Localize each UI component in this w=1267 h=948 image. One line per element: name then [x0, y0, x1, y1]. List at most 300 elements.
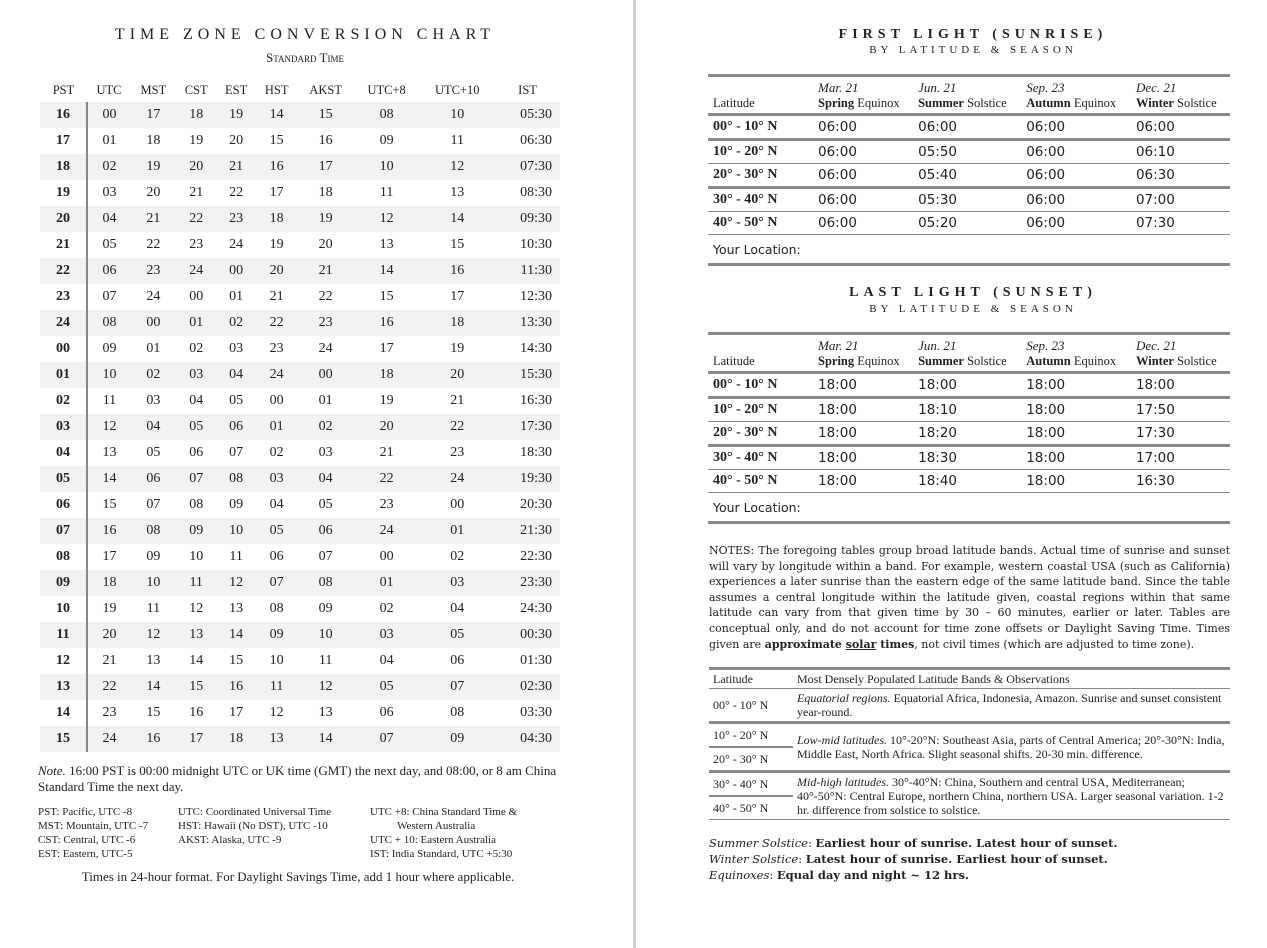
table-cell: 02 [131, 362, 176, 388]
table-cell: 00 [298, 362, 354, 388]
table-row [40, 284, 560, 310]
table-cell: 03 [102, 185, 117, 200]
table-cell: 18 [87, 570, 131, 596]
sunrise-subtitle: BY LATITUDE & SEASON [869, 44, 1077, 56]
table-cell: 06:00 [818, 167, 857, 183]
season-name: Autumn [1026, 354, 1071, 368]
time-zone-table [40, 78, 560, 752]
season-type: Equinox [854, 96, 900, 110]
table-cell: 15 [379, 289, 394, 304]
table-cell: 18:00 [818, 450, 857, 466]
season-type: Solstice [1173, 354, 1217, 368]
table-cell: 19 [216, 102, 255, 128]
table-cell: 14 [40, 700, 87, 726]
table-cell: 08 [40, 544, 87, 570]
table-cell: 06 [216, 414, 255, 440]
table-cell: 17 [176, 726, 217, 752]
season-header [1021, 76, 1131, 115]
season-header [813, 334, 913, 373]
table-cell: 10:30 [520, 237, 552, 252]
season-header [913, 334, 1021, 373]
table-cell: 09 [229, 497, 244, 512]
table-cell: 21 [298, 258, 354, 284]
column-header: HST [264, 82, 289, 97]
table-cell: 00 [40, 336, 87, 362]
table-cell: 01 [419, 518, 495, 544]
definition-item [709, 835, 1230, 851]
table-cell: 06:00 [1026, 215, 1066, 231]
table-cell: 06:00 [818, 119, 857, 135]
tz-body [40, 102, 560, 752]
header-row [708, 334, 1230, 373]
table-cell: 09 [176, 518, 217, 544]
season-header [813, 76, 913, 115]
table-cell: 01 [318, 393, 333, 408]
table-cell: 16 [419, 258, 495, 284]
season-date: Mar. 21 [818, 80, 859, 95]
table-cell: 13 [450, 185, 465, 200]
table-cell: 03 [256, 466, 298, 492]
legend-item: MST: Mountain, UTC -7 [38, 820, 149, 832]
column-header: CST [184, 82, 208, 97]
table-cell: 09 [379, 133, 394, 148]
table-cell: 07:30 [1135, 215, 1175, 231]
table-cell: 16 [318, 133, 333, 148]
table-cell: 14 [419, 206, 495, 232]
table-cell: 19 [450, 341, 465, 356]
table-cell: 06 [87, 258, 131, 284]
table-cell: 08 [131, 518, 176, 544]
observation-row [709, 689, 1230, 723]
table-row [40, 336, 560, 362]
table-cell: 09 [102, 341, 117, 356]
table-cell: 00 [189, 289, 204, 304]
table-cell: 05:20 [918, 215, 958, 231]
table-row [40, 674, 560, 700]
column-header: PST [52, 82, 75, 97]
table-cell: 06 [379, 705, 394, 720]
table-cell: 05 [40, 466, 87, 492]
table-cell: 00° - 10° N [713, 377, 778, 392]
table-cell: 04 [269, 497, 284, 512]
observation-cell [793, 689, 1230, 723]
observation-row [709, 723, 1230, 748]
table-cell: 12 [298, 674, 354, 700]
definition-item [709, 851, 1230, 867]
table-row [40, 414, 560, 440]
table-cell: 19 [269, 237, 284, 252]
legend-col-1 [38, 805, 148, 861]
table-cell: 13:30 [495, 310, 560, 336]
table-cell: 10 [40, 596, 87, 622]
notes-paragraph: NOTES: The foregoing tables group broad latitude bands. Actual time of sunrise and sunset will vary by longitude within a band. For example, western coastal USA (such as California) experiences a later sunrise than the eastern edge of the same latitude band. Since the table assumes a central longitude within the latitude given, coastal regions within that same latitude can vary from that given time by 30 – 60 minutes, earlier or later. Tables are conceptual only, and do not account for time zone offsets or Daylight Saving Time. Times given are approximate solar times, not civil times (which are adjusted to time zone). [709, 544, 1230, 651]
season-name: Autumn [1026, 96, 1071, 110]
column-header: AKST [309, 82, 342, 97]
table-cell: 24 [87, 726, 131, 752]
your-location-label: Your Location: [713, 241, 801, 257]
season-header [913, 76, 1021, 115]
table-cell: 23 [216, 206, 255, 232]
table-cell: 02 [189, 341, 204, 356]
observation-text: 30°-40°N: China, Southern and central USA, Mediterranean; 40°-50°N: Central Europe, northern China, northern USA. Larger seasonal variation. 1-2 hr. difference from solstice to solstice. [797, 775, 1224, 817]
legend-item: UTC: Coordinated Universal Time [178, 806, 332, 818]
table-cell: 23:30 [495, 570, 560, 596]
sunset-title: LAST LIGHT (SUNSET) [849, 285, 1097, 300]
table-cell: 06:00 [918, 119, 958, 135]
table-cell: 10 [131, 570, 176, 596]
table-cell: 40° - 50° N [713, 215, 778, 230]
table-cell: 16 [216, 674, 255, 700]
legend-item: Western Australia [397, 820, 476, 832]
table-cell: 08 [298, 570, 354, 596]
table-cell: 22 [229, 185, 244, 200]
observation-category: Equatorial regions. [797, 691, 891, 705]
table-cell: 18 [256, 206, 298, 232]
table-cell: 02 [40, 388, 87, 414]
table-cell: 24 [40, 310, 87, 336]
table-cell: 03 [419, 570, 495, 596]
sunrise-title: FIRST LIGHT (SUNRISE) [838, 27, 1108, 42]
table-cell: 05 [318, 497, 333, 512]
season-type: Solstice [1173, 96, 1217, 110]
table-cell: 01 [229, 289, 244, 304]
table-cell: 08 [189, 497, 204, 512]
table-cell: 00 [450, 497, 465, 512]
table-cell: 21 [379, 445, 394, 460]
observations-header: Most Densely Populated Latitude Bands & Observations [797, 672, 1070, 686]
table-cell: 04 [216, 362, 255, 388]
table-cell: 16 [189, 705, 204, 720]
table-cell: 13 [40, 674, 87, 700]
table-cell: 13 [318, 705, 333, 720]
table-cell: 06:00 [1026, 192, 1066, 208]
season-name: Winter [1135, 354, 1174, 368]
table-cell: 15 [450, 237, 465, 252]
table-cell: 03 [318, 445, 333, 460]
table-row [40, 206, 560, 232]
table-cell: 20 [354, 414, 420, 440]
table-cell: 07 [102, 289, 117, 304]
table-row [40, 570, 560, 596]
table-cell: 22 [354, 466, 420, 492]
season-type: Solstice [963, 354, 1007, 368]
table-cell: 04 [87, 206, 131, 232]
table-row [40, 700, 560, 726]
observation-text: Equatorial Africa, Indonesia, Amazon. Sunrise and sunset consistent year-round. [797, 691, 1222, 719]
table-cell: 14:30 [520, 341, 552, 356]
column-header: UTC+8 [367, 82, 406, 97]
tz-note: Note. 16:00 PST is 00:00 midnight UTC or UK time (GMT) the next day, and 08:00, or 8 am China Standard Time the next day. [38, 763, 557, 794]
table-cell: 13 [176, 622, 217, 648]
table-cell: 12 [419, 154, 495, 180]
table-cell: 30° - 40° N [713, 450, 778, 465]
table-cell: 14 [131, 674, 176, 700]
tz-subtitle: Standard Time [266, 50, 344, 65]
table-cell: 18:00 [918, 377, 958, 393]
table-row [40, 388, 560, 414]
table-cell: 00 [87, 102, 131, 128]
table-cell: 06 [450, 653, 465, 668]
table-cell: 07 [229, 445, 244, 460]
observation-cell [793, 772, 1230, 820]
legend-item: UTC +8: China Standard Time & [370, 806, 518, 818]
table-cell: 21:30 [495, 518, 560, 544]
table-cell: 16 [87, 518, 131, 544]
table-cell: 18 [318, 185, 333, 200]
table-cell: 03:30 [520, 705, 552, 720]
season-header [1021, 334, 1131, 373]
table-cell: 15 [102, 497, 117, 512]
table-cell: 12 [269, 705, 284, 720]
observation-text: 10°-20°N: Southeast Asia, parts of Central America; 20°-30°N: India, Middle East, North Africa. Slight seasonal shifts. 20-30 min. difference. [797, 733, 1225, 761]
table-cell: 06 [40, 492, 87, 518]
table-cell: 20 [318, 237, 333, 252]
table-row [40, 154, 560, 180]
table-cell: 22:30 [520, 549, 552, 564]
table-cell: 16:30 [520, 393, 552, 408]
table-row [40, 544, 560, 570]
table-cell: 17:30 [1135, 425, 1175, 441]
table-cell: 09 [419, 726, 495, 752]
table-cell: 04 [40, 440, 87, 466]
table-cell: 00° - 10° N [713, 119, 778, 134]
table-cell: 02:30 [495, 674, 560, 700]
table-row [40, 102, 560, 128]
table-cell: 21 [131, 206, 176, 232]
legend-col-2 [178, 805, 331, 847]
table-cell: 06 [189, 445, 204, 460]
table-cell: 20 [176, 154, 217, 180]
table-cell: 07 [354, 726, 420, 752]
season-type: Equinox [1070, 354, 1117, 368]
table-cell: 18:00 [818, 402, 857, 418]
table-cell: 22 [318, 289, 333, 304]
table-cell: 09 [146, 549, 161, 564]
definition-colon: : [769, 868, 777, 882]
table-cell: 10 [189, 549, 204, 564]
table-cell: 02 [269, 445, 284, 460]
table-cell: 11:30 [495, 258, 560, 284]
table-cell: 04 [450, 601, 465, 616]
table-cell: 17 [229, 705, 244, 720]
legend-item: PST: Pacific, UTC -8 [38, 806, 133, 818]
your-location-label: Your Location: [713, 499, 801, 515]
table-cell: 05 [146, 445, 161, 460]
definition-term: Summer Solstice [709, 836, 808, 850]
season-date: Dec. 21 [1135, 338, 1177, 353]
table-cell: 24 [354, 518, 420, 544]
table-row [40, 232, 560, 258]
table-cell: 19 [298, 206, 354, 232]
definition-desc: Equal day and night ~ 12 hrs. [776, 868, 969, 882]
table-cell: 13 [102, 445, 117, 460]
table-cell: 20 [40, 206, 87, 232]
table-cell: 06:00 [1135, 119, 1175, 135]
table-cell: 17 [40, 128, 87, 154]
table-cell: 16 [256, 154, 298, 180]
table-cell: 18:30 [520, 445, 552, 460]
table-row [708, 115, 1230, 140]
column-header: MST [140, 82, 167, 97]
table-cell: 12 [354, 206, 420, 232]
table-cell: 16 [40, 102, 87, 128]
definition-desc: Latest hour of sunrise. Earliest hour of sunset. [805, 852, 1108, 866]
table-cell: 24 [229, 237, 244, 252]
table-cell: 17 [102, 549, 117, 564]
table-cell: 01 [176, 310, 217, 336]
table-cell: 04 [189, 393, 204, 408]
table-row [40, 180, 560, 206]
table-cell: 18:00 [1026, 473, 1066, 489]
season-date: Jun. 21 [918, 80, 957, 95]
table-cell: 01 [146, 341, 161, 356]
table-cell: 17 [269, 185, 284, 200]
page-divider [633, 0, 636, 948]
table-cell: 13 [256, 726, 298, 752]
table-cell: 20 [229, 133, 244, 148]
table-row [708, 140, 1230, 164]
observation-row [709, 772, 1230, 797]
tz-header-row [40, 78, 560, 102]
table-cell: 11 [146, 601, 161, 616]
definitions [709, 835, 1230, 883]
table-cell: 02 [216, 310, 255, 336]
table-cell: 06:00 [1026, 119, 1066, 135]
table-cell: 11 [379, 185, 394, 200]
table-cell: 23 [450, 445, 465, 460]
table-cell: 15 [176, 674, 217, 700]
table-cell: 05:30 [495, 102, 560, 128]
table-cell: 07 [40, 518, 87, 544]
table-cell: 19 [102, 601, 117, 616]
table-row [40, 518, 560, 544]
table-cell: 18:00 [1135, 377, 1175, 393]
table-cell: 08 [87, 310, 131, 336]
season-name: Spring [818, 354, 855, 368]
time-zone-page [0, 0, 633, 948]
table-cell: 06 [131, 466, 176, 492]
table-cell: 21 [189, 185, 204, 200]
table-cell: 05:50 [918, 144, 958, 160]
table-cell: 06:30 [520, 133, 552, 148]
season-name: Spring [818, 96, 855, 110]
table-cell: 11 [450, 133, 464, 148]
table-cell: 06:30 [1135, 167, 1175, 183]
your-location-row [708, 493, 1230, 523]
table-cell: 03 [40, 414, 87, 440]
tz-title: TIME ZONE CONVERSION CHART [114, 26, 496, 43]
table-row [40, 466, 560, 492]
table-cell: 15:30 [495, 362, 560, 388]
table-cell: 18:00 [1026, 402, 1066, 418]
table-cell: 03 [229, 341, 244, 356]
table-cell: 00 [379, 549, 394, 564]
table-cell: 02 [87, 154, 131, 180]
table-cell: 06:00 [818, 144, 857, 160]
season-date: Sep. 23 [1026, 338, 1065, 353]
observation-category: Low-mid latitudes. [797, 733, 888, 747]
table-cell: 23 [102, 705, 117, 720]
table-cell: 17:00 [1135, 450, 1175, 466]
table-cell: 10 [87, 362, 131, 388]
table-cell: 04 [379, 653, 394, 668]
table-cell: 05 [176, 414, 217, 440]
table-cell: 10 [298, 622, 354, 648]
table-cell: 16 [131, 726, 176, 752]
table-cell: 19 [189, 133, 204, 148]
table-cell: 14 [189, 653, 204, 668]
table-row [40, 726, 560, 752]
table-cell: 10 [216, 518, 255, 544]
observation-cell [793, 723, 1230, 772]
table-row [708, 446, 1230, 470]
table-cell: 08 [269, 601, 284, 616]
season-date: Mar. 21 [818, 338, 859, 353]
table-cell: 21 [216, 154, 255, 180]
table-cell: 08:30 [520, 185, 552, 200]
table-cell: 07 [176, 466, 217, 492]
table-cell: 18 [40, 154, 87, 180]
table-cell: 22 [146, 237, 161, 252]
table-cell: 24:30 [520, 601, 552, 616]
table-cell: 21 [40, 232, 87, 258]
table-cell: 09 [256, 622, 298, 648]
table-cell: 13 [379, 237, 394, 252]
table-cell: 05 [354, 674, 420, 700]
season-name: Winter [1135, 96, 1174, 110]
definition-desc: Earliest hour of sunrise. Latest hour of sunset. [815, 836, 1118, 850]
table-cell: 20 [146, 185, 161, 200]
table-cell: 07 [419, 674, 495, 700]
table-cell: 07 [146, 497, 161, 512]
table-cell: 10 [354, 154, 420, 180]
legend-col-3 [370, 805, 517, 861]
season-header [1131, 334, 1230, 373]
season-date: Sep. 23 [1026, 80, 1065, 95]
table-cell: 15 [229, 653, 244, 668]
table-cell: 08 [216, 466, 255, 492]
table-row [40, 128, 560, 154]
table-row [708, 470, 1230, 493]
table-cell: 10 [419, 102, 495, 128]
table-row [708, 373, 1230, 398]
table-cell: 12 [189, 601, 204, 616]
legend-item: EST: Eastern, UTC-5 [38, 848, 133, 860]
table-cell: 04:30 [495, 726, 560, 752]
table-row [40, 310, 560, 336]
table-cell: 06:00 [818, 192, 857, 208]
table-cell: 12 [40, 648, 87, 674]
table-cell: 24 [419, 466, 495, 492]
table-cell: 03 [176, 362, 217, 388]
table-cell: 05 [102, 237, 117, 252]
table-cell: 05:30 [918, 192, 958, 208]
table-cell: 05 [229, 393, 244, 408]
table-cell: 18:00 [1026, 377, 1066, 393]
table-row [708, 212, 1230, 235]
table-cell: 23 [269, 341, 284, 356]
table-row [40, 596, 560, 622]
table-cell: 14 [87, 466, 131, 492]
legend-item: HST: Hawaii (No DST), UTC -10 [178, 820, 328, 832]
table-cell: 18:30 [918, 450, 958, 466]
table-cell: 24 [176, 258, 217, 284]
definition-term: Winter Solstice [709, 852, 799, 866]
table-cell: 15 [269, 133, 284, 148]
table-row [708, 164, 1230, 188]
table-row [708, 188, 1230, 212]
table-cell: 16:30 [1135, 473, 1175, 489]
